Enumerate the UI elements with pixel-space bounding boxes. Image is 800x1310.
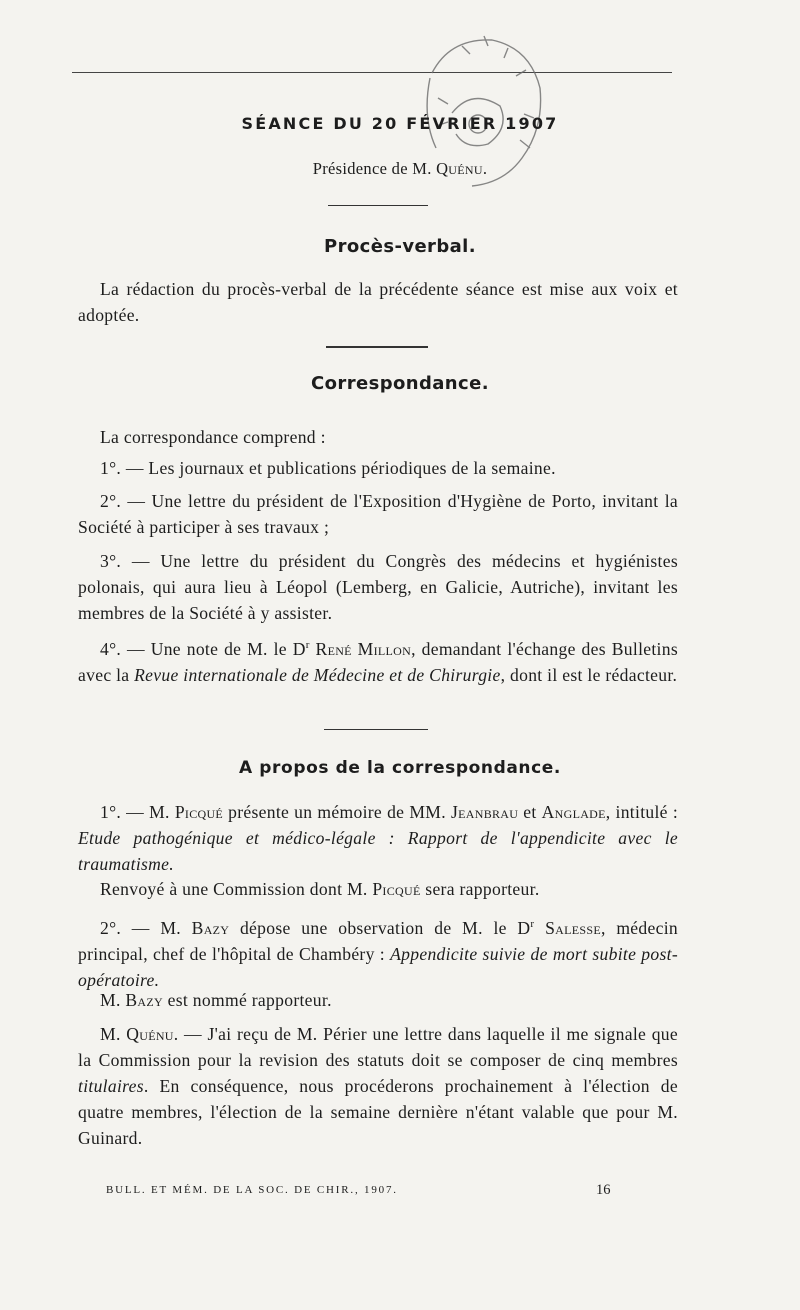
- renvoi-name: Picqué: [372, 879, 421, 899]
- a-propos-renvoi: [78, 876, 678, 902]
- item4-journal: Revue internationale de Médecine et de Chirurgie: [134, 664, 501, 685]
- section-divider: [326, 346, 428, 348]
- p2-text-c: , médecin principal, chef de l'hôpital de Chambéry :: [78, 917, 679, 964]
- page-number: 16: [596, 1182, 611, 1198]
- renvoi-text-b: sera rapporteur.: [420, 879, 540, 899]
- top-rule: [72, 72, 672, 73]
- item4-text-a: 4°. — Une note de M. le D: [100, 638, 306, 659]
- item4-sup: r: [305, 639, 310, 651]
- correspondance-item-3: 3°. — Une lettre du président du Congrès des médecins et hygiénistes polonais, qui aura lieu à Léopol (Lemberg, en Galicie, Autriche), invitant les membres de la Société à y assister.: [78, 551, 678, 623]
- p2-salesse: Salesse: [545, 917, 601, 938]
- p1-text-c: , intitulé :: [605, 802, 679, 822]
- nomme-text-a: M.: [100, 990, 126, 1010]
- proces-verbal-text: La rédaction du procès-verbal de la précédente séance est mise aux voix et adoptée.: [78, 279, 678, 325]
- correspondance-heading: Correspondance.: [311, 373, 489, 394]
- p1-text-a: 1°. — M.: [100, 802, 175, 822]
- section-divider: [328, 205, 428, 206]
- presidence-line: [0, 159, 800, 179]
- item4-text-b: , demandant l'échange des Bulletins avec la: [78, 638, 678, 685]
- a-propos-nomme: [78, 987, 678, 1013]
- a-propos-item-2: [78, 911, 678, 993]
- item4-name: René Millon: [315, 638, 412, 659]
- p1-title: Etude pathogénique et médico-légale : Rapport de l'appendicite avec le traumatisme.: [78, 828, 678, 874]
- footer-journal: BULL. ET MÉM. DE LA SOC. DE CHIR., 1907.: [106, 1184, 398, 1196]
- a-propos-item-3: [78, 1021, 678, 1151]
- correspondance-item-4: [78, 632, 678, 688]
- presidence-prefix: Présidence de: [312, 159, 413, 178]
- renvoi-text-a: Renvoyé à une Commission dont M.: [100, 879, 373, 899]
- p1-picque: Picqué: [174, 802, 224, 822]
- p2-bazy: Bazy: [191, 917, 230, 938]
- president-name: M. Quénu.: [412, 159, 488, 178]
- p2-text-a: 2°. — M.: [100, 917, 192, 938]
- p1-text-b: présente un mémoire de MM.: [223, 802, 451, 822]
- p2-text-b: dépose une observation de M. le D: [229, 917, 531, 938]
- p2-title: Appendicite suivie de mort subite post-opératoire.: [78, 943, 678, 990]
- a-propos-item-1: [78, 799, 678, 877]
- p1-anglade: Anglade: [541, 802, 606, 822]
- section-divider: [324, 729, 428, 730]
- p3-text-c: . En conséquence, nous procéderons prochainement à l'élection de quatre membres, l'élection de la semaine dernière n'étant valable que pour M. Guinard.: [78, 1076, 678, 1148]
- nomme-text-b: est nommé rapporteur.: [162, 990, 332, 1010]
- correspondance-item-1: 1°. — Les journaux et publications périodiques de la semaine.: [100, 458, 556, 478]
- p3-text-b: . — J'ai reçu de M. Périer une lettre dans laquelle il me signale que la Commission pour la revision des statuts doit se composer de cinq membres: [78, 1024, 679, 1070]
- correspondance-intro: La correspondance comprend :: [100, 427, 326, 447]
- correspondance-item-2: 2°. — Une lettre du président de l'Exposition d'Hygiène de Porto, invitant la Société à participer à ses travaux ;: [78, 491, 678, 537]
- proces-verbal-heading: Procès-verbal.: [324, 236, 476, 257]
- p3-quenu: Quénu: [126, 1024, 174, 1044]
- seance-title: SÉANCE DU 20 FÉVRIER 1907: [241, 114, 559, 133]
- p3-titulaires: titulaires: [78, 1076, 144, 1096]
- p2-sup: r: [530, 918, 535, 930]
- p3-text-a: M.: [100, 1024, 127, 1044]
- item4-text-c: , dont il est le rédacteur.: [500, 664, 678, 685]
- p1-jeanbrau: Jeanbrau: [450, 802, 519, 822]
- nomme-name: Bazy: [125, 990, 163, 1010]
- p1-et: et: [518, 802, 542, 822]
- a-propos-heading: A propos de la correspondance.: [239, 758, 561, 778]
